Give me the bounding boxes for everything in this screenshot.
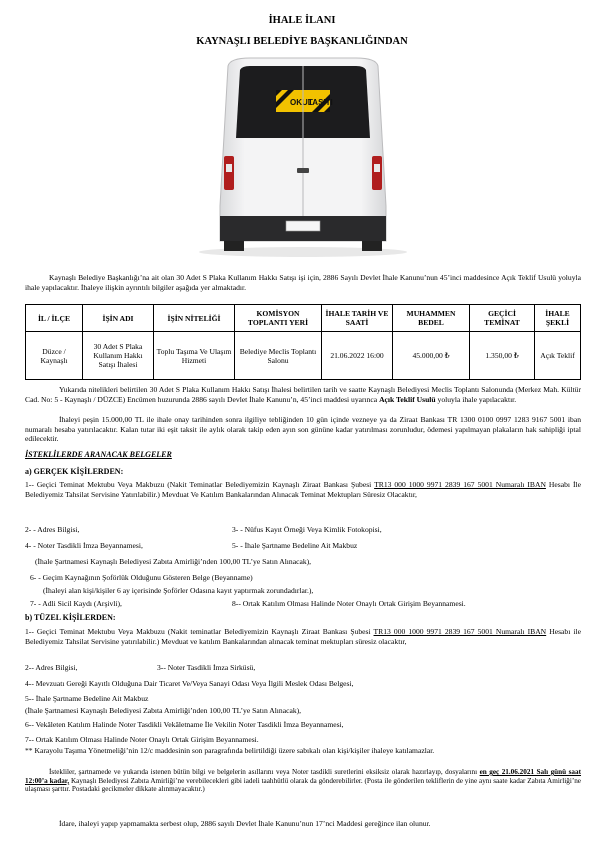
col-tender-type: İHALE ŞEKLİ: [535, 305, 581, 332]
a-item-3: 3- - Nüfus Kayıt Örneği Veya Kimlik Fotokopisi,: [232, 525, 382, 534]
final-paragraph: İdare, ihaleyi yapıp yapmamakta serbest olup, 2886 sayılı Devlet İhale Kanunu’nun 17’nci Maddesi gereğince ilan olunur.: [59, 819, 431, 828]
closing-paragraph: [25, 768, 581, 794]
col-estimated-price: MUHAMMEN BEDEL: [393, 305, 470, 332]
a-item-1-rest: Hesabı İle Belediyemiz Tahsilat Servisine Yatırılabilir.) Mevduat Ve Katılım Bankalarından Alınacak Teminat Mektupları Süresiz Olacaktır,: [25, 480, 581, 499]
a-item-1-iban: TR13 000 1000 9971 2839 167 5001 Numaralı IBAN: [374, 480, 546, 489]
sign-text-right: TAŞITI: [308, 98, 333, 107]
b-item-1: [25, 627, 581, 646]
b-item-1-iban: TR13 000 1000 9971 2839 167 5001 Numaralı IBAN: [373, 627, 547, 636]
b-item-5-note: (İhale Şartnamesi Kaynaşlı Belediyesi Zabıta Amirliği’nden 100,00 TL’ye Satın Alınacak),: [25, 706, 302, 715]
section-heading: İSTEKLİLERDE ARANACAK BELGELER: [25, 450, 172, 459]
legal-entities-heading: b) TÜZEL KİŞİLERDEN:: [25, 613, 116, 622]
cell-job-name: 30 Adet S Plaka Kullanım Hakkı Satışı İhalesi: [83, 332, 154, 380]
table-header-row: [26, 305, 581, 332]
b-item-5: 5-- İhale Şartname Bedeline Ait Makbuz: [25, 694, 149, 703]
a-item-1: [25, 480, 581, 499]
table-row: [26, 332, 581, 380]
b-item-1-rest: Hesabı ile Belediyemiz Tahsilat Servisine yatırılabilir.) Mevduat ve katılım Bankalarından alınacak teminat mektupları süresiz olacaktır,: [25, 627, 581, 646]
a-item-6-note: (İhaleyi alan kişi/kişiler 6 ay içerisinde Şoförler Odasına kayıt yaptırmak zorundadırlar.),: [43, 586, 314, 595]
a-item-6: 6- - Geçim Kaynağının Şoförlük Olduğunu Gösteren Belge (Beyanname): [30, 573, 253, 582]
col-job-type: İŞİN NİTELİĞİ: [154, 305, 235, 332]
col-guarantee: GEÇİCİ TEMİNAT: [470, 305, 535, 332]
cell-tender-type: Açık Teklif: [535, 332, 581, 380]
cell-meeting-place: Belediye Meclis Toplantı Salonu: [235, 332, 322, 380]
a-item-5-note: (İhale Şartnamesi Kaynaşlı Belediyesi Zabıta Amirliği’nden 100,00 TL’ye Satın Alınacak),: [35, 557, 312, 566]
school-bus-photo: [190, 56, 416, 258]
cell-guarantee: 1.350,00 ₺: [470, 332, 535, 380]
cell-date-time: 21.06.2022 16:00: [322, 332, 393, 380]
b-note: ** Karayolu Taşıma Yönetmeliği’nin 12/c maddesinin son paragrafında belirtildiği üzere sabıkalı olan kişi/kişiler ihaleye katılamazlar.: [25, 746, 435, 755]
col-job-name: İŞİN ADI: [83, 305, 154, 332]
page-subtitle: KAYNAŞLI BELEDİYE BAŞKANLIĞINDAN: [196, 36, 408, 47]
payment-paragraph: İhaleyi peşin 15.000,00 TL ile ihale onay tarihinden sonra ilgiliye tebliğinden 10 gün içinde vezneye ya da Ziraat Bankası TR 1300 0100 0997 1283 9167 5001 iban numaralı hesaba yatırılacaktır. Kalan tutar iki eşit taksit ile aylık olarak takip eden ayın son gününe kadar yatırılması zorunludur, ödemesi yapılmayan plakaların hak sahipliği iptal edilecektir.: [25, 415, 581, 444]
cell-province: Düzce / Kaynaşlı: [26, 332, 83, 380]
closing-rest: Kaynaşlı Belediyesi Zabıta Amirliği’ne verebilecekleri gibi iadeli taahhütlü olarak da gönderebilirler. (Posta ile gönderilen tekliflerin de yine aynı saate kadar Zabıta Amirliği’ne ulaşması şarttır. Postadaki gecikmeler dikkate alınmayacaktır.): [25, 776, 581, 794]
cell-job-type: Toplu Taşıma Ve Ulaşım Hizmeti: [154, 332, 235, 380]
a-item-5: 5- - İhale Şartname Bedeline Ait Makbuz: [232, 541, 358, 550]
b-item-7: 7-- Ortak Katılım Olması Halinde Noter Onaylı Ortak Girişim Beyannamesi.: [25, 735, 259, 744]
tender-table: [25, 304, 581, 380]
b-item-6: 6-- Vekâleten Katılım Halinde Noter Tasdikli Vekâletname İle Vekilin Noter Tasdikli İmza Beyannamesi,: [25, 720, 344, 729]
a-item-4: 4- - Noter Tasdikli İmza Beyannamesi,: [25, 541, 143, 550]
a-item-8: 8-- Ortak Katılım Olması Halinde Noter Onaylı Ortak Girişim Beyannamesi.: [232, 599, 466, 608]
cell-estimated-price: 45.000,00 ₺: [393, 332, 470, 380]
intro-paragraph: Kaynaşlı Belediye Başkanlığı’na ait olan 30 Adet S Plaka Kullanım Hakkı Satışı işi için, 2886 Sayılı Devlet İhale Kanunu’nun 45’inci maddesince Açık Teklif Usulü yoluyla ihale yapılacaktır. İhaleye ilişkin ayrıntılı bilgiler aşağıda yer almaktadır.: [25, 273, 581, 292]
individuals-heading: a) GERÇEK KİŞİLERDEN:: [25, 467, 124, 476]
para1-text: Yukarıda nitelikleri belirtilen 30 Adet S Plaka Kullanım Hakkı Satışı İhalesi belirtilen tarih ve saatte Kaynaşlı Belediyesi Meclis Toplantı Salonunda (Merkez Mah. Kültür Cad. No: 5 - Kaynaşlı / DÜZCE) Encümen huzurunda 2886 sayılı Devlet İhale Kanunu’n, 45’inci maddesi uyarınca: [25, 385, 581, 404]
col-date-time: İHALE TARİH VE SAATİ: [322, 305, 393, 332]
col-meeting-place: KOMİSYON TOPLANTI YERİ: [235, 305, 322, 332]
b-item-4: 4-- Mevzuatı Gereği Kayıtlı Olduğuna Dair Ticaret Ve/Veya Sanayi Odası Veya İlgili Meslek Odası Belgesi,: [25, 679, 354, 688]
deadline: en geç 21.06.2021 Salı günü saat 12:00’a kadar,: [25, 768, 582, 785]
b-item-3: 3-- Noter Tasdikli İmza Sirküsü,: [157, 663, 256, 672]
a-item-2: 2- - Adres Bilgisi,: [25, 525, 80, 534]
a-item-1-text: 1-- Geçici Teminat Mektubu Veya Makbuzu (Nakit Teminatlar Belediyemizin Kaynaşlı Ziraat Bankası Şubesi: [25, 480, 375, 489]
closing-text: İstekliler, şartnamede ve yukarıda istenen bütün bilgi ve belgelerin asıllarını veya Noter tasdikli suretlerini eksiksiz olarak hazırlayıp, dosyalarını: [49, 768, 480, 776]
b-item-1-text: 1-- Geçici Teminat Mektubu Veya Makbuzu (Nakit teminatlar Belediyemizin Kaynaşlı Ziraat Bankası Şubesi: [25, 627, 374, 636]
page-title: İHALE İLANI: [268, 15, 336, 26]
para1-end: yoluyla ihale yapılacaktır.: [435, 394, 517, 404]
tender-method: Açık Teklif Usulü: [379, 394, 436, 404]
col-province: İL / İLÇE: [26, 305, 83, 332]
b-item-2: 2-- Adres Bilgisi,: [25, 663, 78, 672]
a-item-7: 7- - Adli Sicil Kaydı (Arşivli),: [30, 599, 122, 608]
tender-details-paragraph: [25, 385, 581, 404]
sign-text-left: OKUL: [290, 98, 313, 107]
